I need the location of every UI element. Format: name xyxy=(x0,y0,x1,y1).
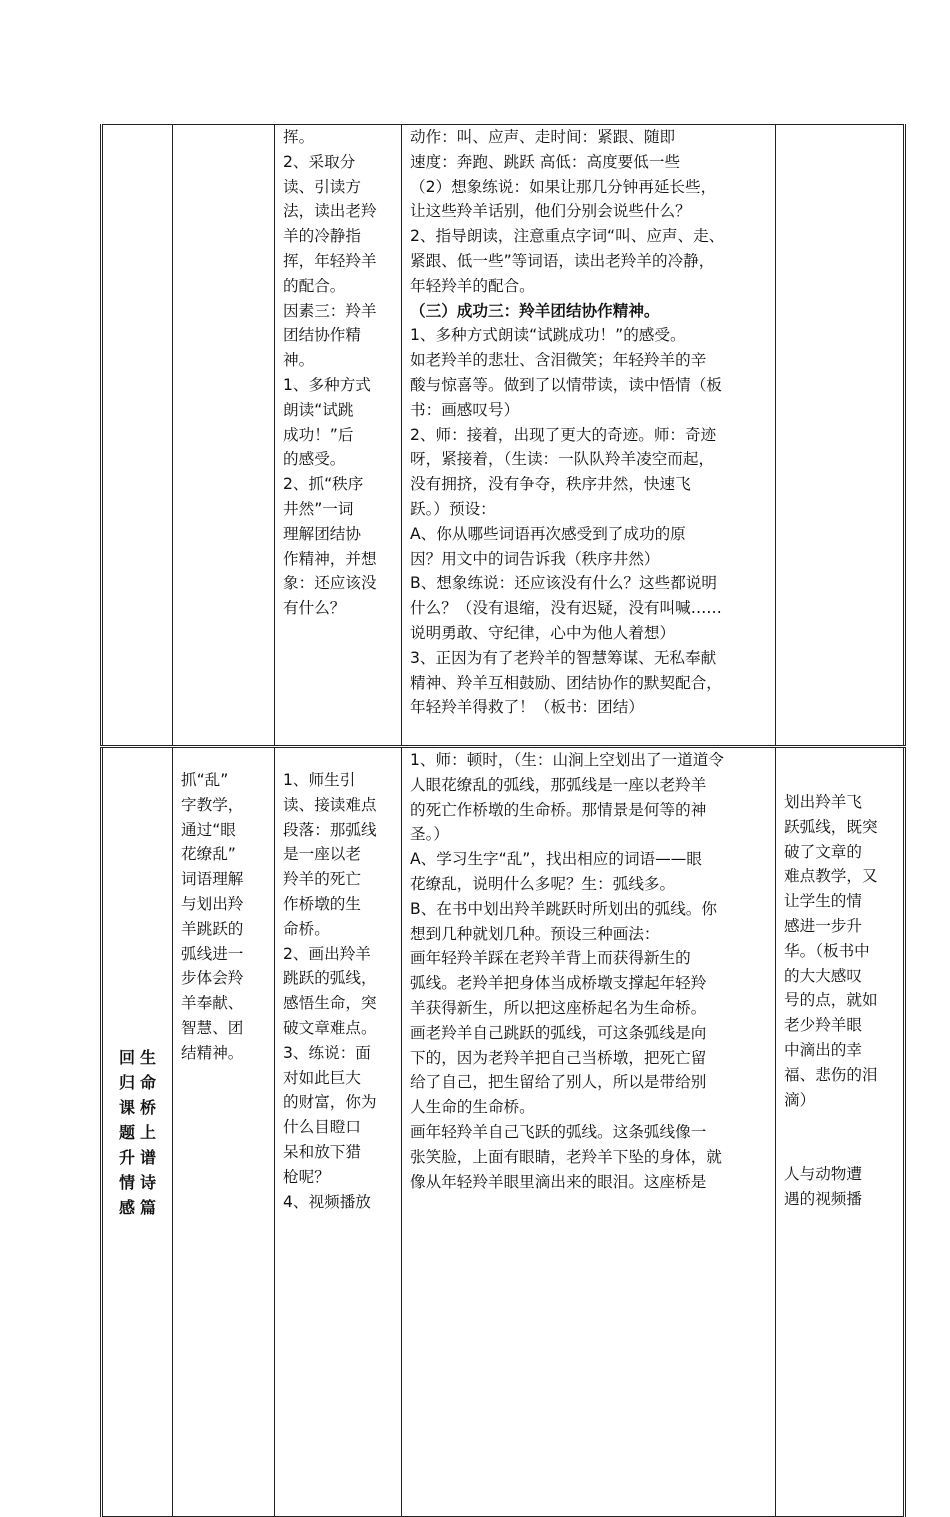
text-line: 上 xyxy=(140,1122,157,1142)
text-line: 圣。） xyxy=(410,825,449,844)
text-line: 跃弧线，既突 xyxy=(784,817,878,836)
row1-intent-cell xyxy=(776,125,905,747)
text-line: 呆和放下猎 xyxy=(283,1142,361,1161)
text-line: 划出羚羊飞 xyxy=(784,793,862,811)
text-line: 的配合。 xyxy=(283,276,346,295)
text-line: 诗 xyxy=(140,1172,157,1192)
text-line: 弧线进一 xyxy=(181,944,244,963)
text-line: 华。（板书中 xyxy=(784,941,870,960)
text-line: 挥，年轻羚羊 xyxy=(283,251,377,270)
text-line: 挥。 xyxy=(283,128,315,146)
text-line: 通过“眼 xyxy=(181,820,236,839)
text-line: 作桥墩的生 xyxy=(283,894,361,913)
text-line: 画老羚羊自己跳跃的弧线，可这条弧线是向 xyxy=(410,1023,707,1042)
text-line: 抓“乱” xyxy=(181,771,229,789)
text-line: 滴） xyxy=(784,1090,816,1109)
text-line: 人生命的生命桥。 xyxy=(410,1098,535,1117)
row2-method-cell xyxy=(275,747,402,1517)
text-line: 像从年轻羚羊眼里滴出来的眼泪。这座桥是 xyxy=(410,1172,707,1191)
text-line: 花缭乱，说明什么多呢？生：弧线多。 xyxy=(410,874,676,893)
row1-process-text xyxy=(402,125,775,720)
text-line: 什么？（没有退缩，没有迟疑，没有叫喊…… xyxy=(410,599,722,618)
text-line: 2、采取分 xyxy=(283,152,356,171)
row2-title-cell xyxy=(102,747,173,1517)
text-line: 羚羊的死亡 xyxy=(283,870,361,889)
row2-process-text xyxy=(402,748,775,1194)
text-line: A、学习生字“乱”，找出相应的词语——眼 xyxy=(410,850,702,869)
text-line: 字教学， xyxy=(181,795,244,814)
text-line: 2、指导朗读，注意重点字词“叫、应声、走、 xyxy=(410,227,725,246)
text-line: 想到几种就划几种。预设三种画法： xyxy=(410,924,660,943)
text-line: 速度：奔跑、跳跃 高低：高度要低一些 xyxy=(410,152,681,171)
text-line: B、在书中划出羚羊跳跃时所划出的弧线。你 xyxy=(410,899,717,918)
text-line: （三）成功三：羚羊团结协作精神。 xyxy=(410,301,660,320)
text-line: 读、接读难点 xyxy=(283,795,377,814)
text-line: 2、抓“秩序 xyxy=(283,475,364,494)
text-line: 因素三：羚羊 xyxy=(283,301,377,320)
text-line: 破文章难点。 xyxy=(283,1018,377,1037)
text-line: 遇的视频播 xyxy=(784,1190,862,1209)
text-line: 作精神，并想 xyxy=(283,549,377,568)
text-line: 的大大感叹 xyxy=(784,966,862,985)
text-line: 画年轻羚羊自己飞跃的弧线。这条弧线像一 xyxy=(410,1122,707,1141)
text-line: 是一座以老 xyxy=(283,845,361,864)
text-line: 说明勇敢、守纪律，心中为他人着想） xyxy=(410,623,676,642)
text-line: 下的，因为老羚羊把自己当桥墩，把死亡留 xyxy=(410,1048,707,1067)
text-line: 朗读“试跳 xyxy=(283,400,354,419)
text-line: 命 xyxy=(140,1072,157,1092)
text-line: 枪呢？ xyxy=(283,1167,330,1186)
text-line: 老少羚羊眼 xyxy=(784,1016,862,1035)
text-line: B、想象练说：还应该没有什么？这些都说明 xyxy=(410,574,717,593)
table-row xyxy=(102,747,905,1517)
text-line: 的死亡作桥墩的生命桥。那情景是何等的神 xyxy=(410,800,707,819)
text-line: 的感受。 xyxy=(283,450,346,469)
text-line: 课 xyxy=(118,1097,135,1117)
text-line: 羊的冷静指 xyxy=(283,227,361,246)
text-line: 弧线。老羚羊把身体当成桥墩支撑起年轻羚 xyxy=(410,974,707,993)
text-line: 段落：那弧线 xyxy=(283,820,377,839)
row1-method-cell xyxy=(275,125,402,747)
row2-objective-text xyxy=(173,748,274,1066)
text-line: 井然”一词 xyxy=(283,499,354,518)
text-line: 与划出羚 xyxy=(181,894,244,913)
text-line: 难点教学，又 xyxy=(784,867,878,886)
text-line: 结精神。 xyxy=(181,1043,244,1062)
text-line: 神。 xyxy=(283,351,315,370)
row2-intent-text xyxy=(776,748,903,1212)
text-line: 命桥。 xyxy=(283,919,330,938)
text-line: 升 xyxy=(118,1147,135,1167)
text-line: 动作：叫、应声、走时间：紧跟、随即 xyxy=(410,128,676,146)
text-line: 跳跃的弧线， xyxy=(283,969,377,988)
row1-process-cell xyxy=(402,125,776,747)
text-line: 理解团结协 xyxy=(283,524,361,543)
text-line: 感 xyxy=(118,1197,135,1217)
section-title xyxy=(103,1045,172,1220)
text-line: 感进一步升 xyxy=(784,916,862,935)
text-line: 没有拥挤，没有争夺，秩序井然，快速飞 xyxy=(410,475,691,494)
text-line: 福、悲伤的泪 xyxy=(784,1065,878,1084)
text-line: 2、画出羚羊 xyxy=(283,944,371,963)
text-line: 给了自己，把生留给了别人，所以是带给别 xyxy=(410,1073,707,1092)
text-line: 花缭乱” xyxy=(181,845,236,864)
text-line: （2）想象练说：如果让那几分钟再延长些， xyxy=(410,177,717,196)
text-line: 什么目瞪口 xyxy=(283,1118,361,1137)
row2-intent-cell xyxy=(776,747,905,1517)
spacer xyxy=(784,1112,897,1162)
text-line: 归 xyxy=(118,1072,135,1092)
text-line: 1、师：顿时，（生：山涧上空划出了一道道令 xyxy=(410,751,724,769)
text-line: 年轻羚羊得救了！（板书：团结） xyxy=(410,698,644,717)
section-title-left xyxy=(119,1045,135,1220)
text-line: A、你从哪些词语再次感受到了成功的原 xyxy=(410,524,686,543)
text-line: 感悟生命，突 xyxy=(283,994,377,1013)
text-line: 篇 xyxy=(140,1197,157,1217)
text-line: 有什么？ xyxy=(283,599,346,618)
text-line: 让学生的情 xyxy=(784,892,862,911)
text-line: 情 xyxy=(118,1172,135,1192)
row1-title-cell xyxy=(102,125,173,747)
text-line: 题 xyxy=(118,1122,135,1142)
table-row xyxy=(102,125,905,747)
row2-objective-cell xyxy=(173,747,275,1517)
text-line: 中滴出的幸 xyxy=(784,1040,862,1059)
text-line: 读、引读方 xyxy=(283,177,361,196)
section-title-right xyxy=(140,1045,156,1220)
text-line: 羊跳跃的 xyxy=(181,919,244,938)
text-line: 画年轻羚羊踩在老羚羊背上而获得新生的 xyxy=(410,949,691,968)
text-line: 人与动物遭 xyxy=(784,1165,862,1184)
row1-method-text xyxy=(275,125,401,621)
text-line: 人眼花缭乱的弧线，那弧线是一座以老羚羊 xyxy=(410,775,707,794)
text-line: 象：还应该没 xyxy=(283,574,377,593)
text-line: 团结协作精 xyxy=(283,326,361,345)
row2-method-text xyxy=(275,748,401,1214)
text-line: 对如此巨大 xyxy=(283,1068,361,1087)
text-line: 1、师生引 xyxy=(283,771,356,789)
text-line: 步体会羚 xyxy=(181,969,244,988)
text-line: 书：画感叹号） xyxy=(410,400,520,419)
text-line: 谱 xyxy=(140,1147,157,1167)
text-line: 破了文章的 xyxy=(784,842,862,861)
text-line: 如老羚羊的悲壮、含泪微笑；年轻羚羊的辛 xyxy=(410,351,707,370)
text-line: 紧跟、低一些”等词语，读出老羚羊的冷静， xyxy=(410,251,715,270)
text-line: 成功！”后 xyxy=(283,425,354,444)
lesson-plan-table xyxy=(100,124,906,1517)
text-line: 1、多种方式朗读“试跳成功！”的感受。 xyxy=(410,326,686,345)
text-line: 3、练说：面 xyxy=(283,1043,371,1062)
text-line: 号的点，就如 xyxy=(784,991,878,1010)
row2-process-cell xyxy=(402,747,776,1517)
text-line: 法，读出老羚 xyxy=(283,202,377,221)
text-line: 桥 xyxy=(140,1097,157,1117)
text-line: 羊奉献、 xyxy=(181,994,244,1013)
text-line: 1、多种方式 xyxy=(283,375,371,394)
text-line: 回 xyxy=(118,1047,135,1067)
text-line: 酸与惊喜等。做到了以情带读，读中悟情（板 xyxy=(410,375,722,394)
text-line: 年轻羚羊的配合。 xyxy=(410,276,535,295)
text-line: 跃。）预设： xyxy=(410,499,496,518)
text-line: 2、师：接着，出现了更大的奇迹。师：奇迹 xyxy=(410,425,717,444)
text-line: 的财富，你为 xyxy=(283,1093,377,1112)
row1-objective-cell xyxy=(173,125,275,747)
text-line: 词语理解 xyxy=(181,870,244,889)
text-line: 智慧、团 xyxy=(181,1018,244,1037)
text-line: 因？用文中的词告诉我（秩序井然） xyxy=(410,549,660,568)
text-line: 呀，紧接着，（生读：一队队羚羊凌空而起， xyxy=(410,450,715,469)
text-line: 3、正因为有了老羚羊的智慧筹谋、无私奉献 xyxy=(410,648,717,667)
text-line: 张笑脸，上面有眼睛，老羚羊下坠的身体，就 xyxy=(410,1147,722,1166)
text-line: 羊获得新生，所以把这座桥起名为生命桥。 xyxy=(410,998,707,1017)
text-line: 精神、羚羊互相鼓励、团结协作的默契配合， xyxy=(410,673,722,692)
text-line: 让这些羚羊话别，他们分别会说些什么？ xyxy=(410,202,691,221)
text-line: 生 xyxy=(140,1047,157,1067)
text-line: 4、视频播放 xyxy=(283,1192,371,1211)
